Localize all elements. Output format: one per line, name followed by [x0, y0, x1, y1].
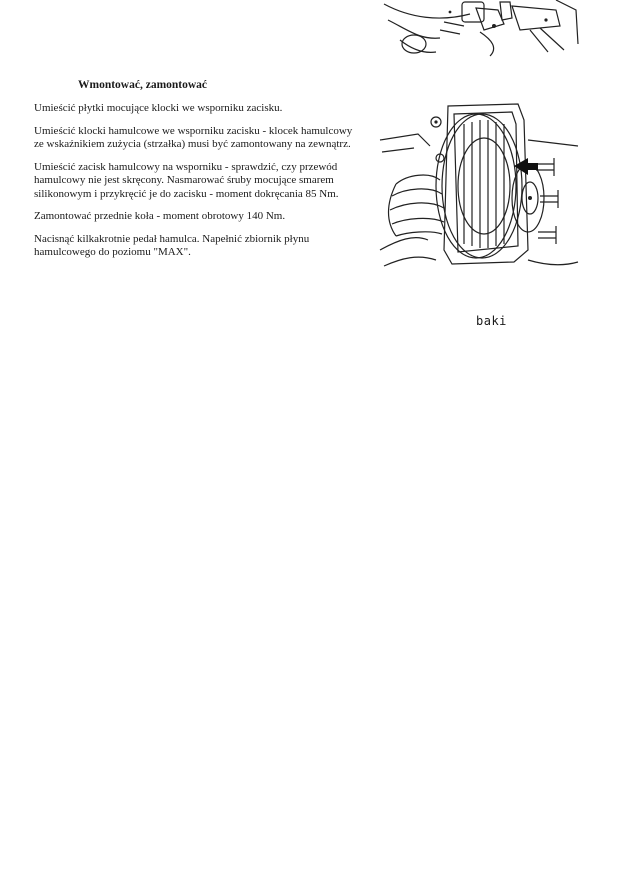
instructions-section — [34, 78, 364, 269]
instruction-paragraph-2: Umieścić klocki hamulcowe we wsporniku zacisku - klocek hamulcowy ze wskaźnikiem zużycia (strzałka) musi być zamontowany na zewnątrz. — [34, 124, 353, 150]
instruction-paragraph-3: Umieścić zacisk hamulcowy na wsporniku - sprawdzić, czy przewód hamulcowy nie jest skręcony. Nasmarować śruby mocujące smarem silikonowym i przykręcić je do zacisku - moment dokręcania 85 Nm. — [34, 160, 339, 200]
instruction-paragraph-5: Nacisnąć kilkakrotnie pedał hamulca. Napełnić zbiornik płynu hamulcowego do poziomu "MAX". — [34, 232, 310, 258]
section-heading: Wmontować, zamontować — [78, 79, 208, 91]
signature-text: baki — [476, 314, 507, 328]
brake-caliper-illustration — [378, 100, 580, 272]
instruction-paragraph-4: Zamontować przednie koła - moment obrotowy 140 Nm. — [34, 210, 286, 222]
suspension-illustration-top — [380, 0, 580, 58]
instruction-paragraph-1: Umieścić płytki mocujące klocki we wsporniku zacisku. — [34, 102, 283, 114]
